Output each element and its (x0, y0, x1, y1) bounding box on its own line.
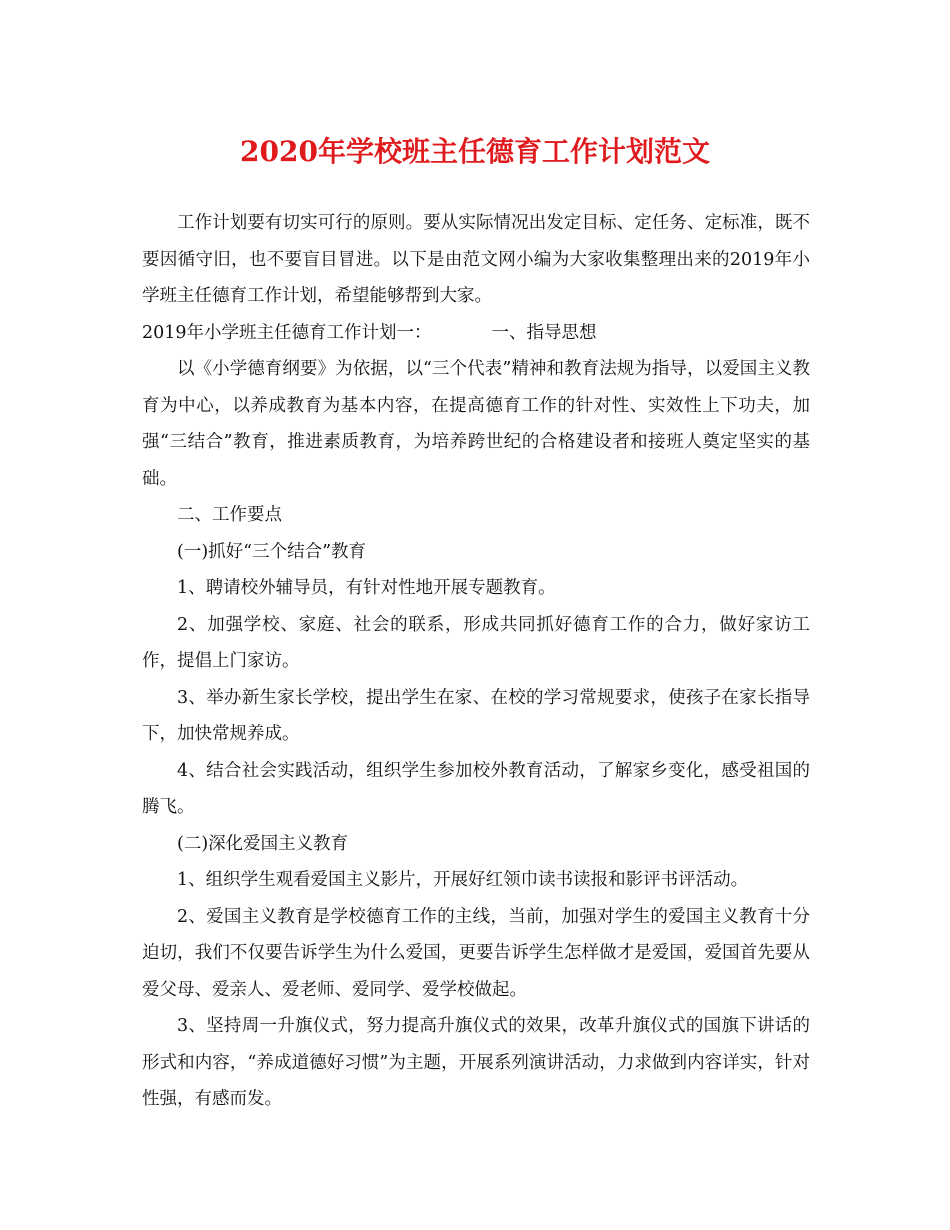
list-item: 3、举办新生家长学校，提出学生在家、在校的学习常规要求，使孩子在家长指导下，加快常规养成。 (142, 687, 810, 744)
list-item: 2、爱国主义教育是学校德育工作的主线，当前，加强对学生的爱国主义教育十分迫切，我们不仅要告诉学生为什么爱国，更要告诉学生怎样做才是爱国，爱国首先要从爱父母、爱亲人、爱老师、爱同学、爱学校做起。 (142, 906, 810, 1000)
subheading-patriotism: (二)深化爱国主义教育 (177, 833, 349, 854)
intro-paragraph: 工作计划要有切实可行的原则。要从实际情况出发定目标、定任务、定标准，既不要因循守旧，也不要盲目冒进。以下是由范文网小编为大家收集整理出来的2019年小学班主任德育工作计划，希望能够帮到大家。 (142, 213, 810, 306)
plan-heading: 2019年小学班主任德育工作计划一： (142, 322, 432, 343)
list-item: 3、坚持周一升旗仪式，努力提高升旗仪式的效果，改革升旗仪式的国旗下讲话的形式和内容，“养成道德好习惯”为主题，开展系列演讲活动，力求做到内容详实，针对性强，有感而发。 (142, 1016, 810, 1109)
list-item: 4、结合社会实践活动，组织学生参加校外教育活动，了解家乡变化，感受祖国的腾飞。 (142, 760, 810, 817)
guiding-paragraph: 以《小学德育纲要》为依据，以“三个代表”精神和教育法规为指导，以爱国主义教育为中心，以养成教育为基本内容，在提高德育工作的针对性、实效性上下功夫，加强“三结合”教育，推进素质教育，为培养跨世纪的合格建设者和接班人奠定坚实的基础。 (142, 359, 810, 489)
plan-heading-line (142, 315, 810, 352)
list-item: 2、加强学校、家庭、社会的联系，形成共同抓好德育工作的合力，做好家访工作，提倡上门家访。 (142, 614, 810, 671)
section-heading-guiding: 一、指导思想 (491, 322, 597, 343)
list-item: 1、组织学生观看爱国主义影片，开展好红领巾读书读报和影评书评活动。 (177, 870, 749, 890)
subheading-three-combinations: (一)抓好“三个结合”教育 (177, 541, 367, 562)
section-heading-work-points: 二、工作要点 (177, 505, 282, 525)
document-title: 2020年学校班主任德育工作计划范文 (240, 135, 710, 168)
list-item: 1、聘请校外辅导员，有针对性地开展专题教育。 (177, 578, 556, 598)
document-body (142, 205, 810, 1118)
